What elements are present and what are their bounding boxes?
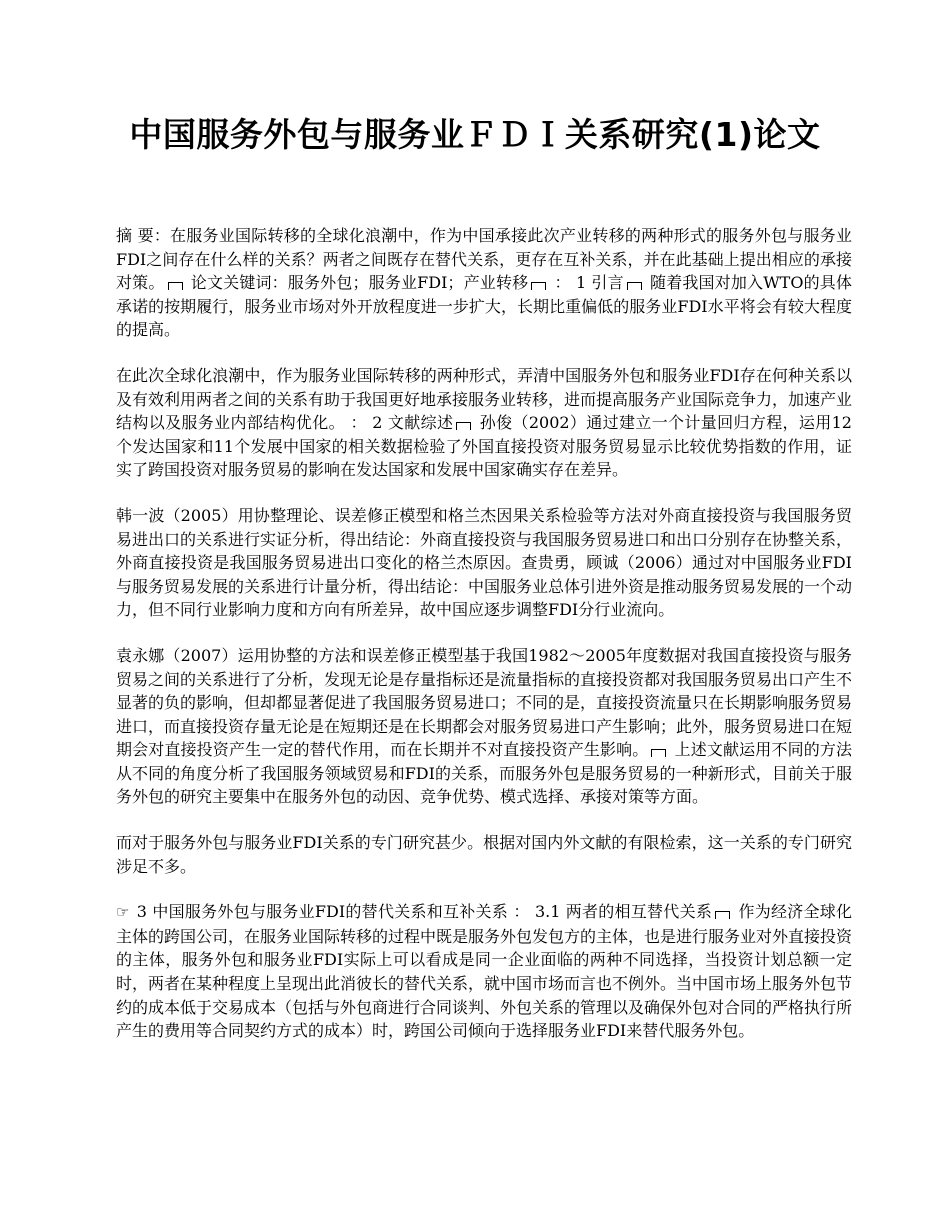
pointing-hand-icon: ☞ <box>116 903 130 922</box>
body-paragraph <box>116 364 852 482</box>
paragraph-text: 作为经济全球化主体的跨国公司，在服务业国际转移的过程中既是服务外包发包方的主体，也是进行服务业对外直接投资的主体，服务外包和服务业FDI实际上可以看成是同一企业面临的两种不同选择，当投资计划总额一定时，两者在某种程度上呈现出此消彼长的替代关系，就中国市场而言也不例外。当中国市场上服务外包节约的成本低于交易成本（包括与外包商进行合同谈判、外包关系的管理以及确保外包对合同的严格执行所产生的费用等合同契约方式的成本）时，跨国公司倾向于选择服务业FDI来替代服务外包。 <box>116 902 853 1041</box>
paragraph-text: 随着我国对加入WTO的具体承诺的按期履行，服务业市场对外开放程度进一步扩大，长期比重偏低的服务业FDI水平将会有较大程度的提高。 <box>116 273 852 340</box>
body-paragraph <box>116 831 852 878</box>
paragraph-text: 上述文献运用不同的方法从不同的角度分析了我国服务领域贸易和FDI的关系，而服务外包是服务贸易的一种新形式，目前关于服务外包的研究主要集中在服务外包的动因、竞争优势、模式选择、承接对策等方面。 <box>116 740 852 807</box>
paragraph-text: 孙俊（2002）通过建立一个计量回归方程，运用12个发达国家和11个发展中国家的相关数据检验了外国直接投资对服务贸易显示比较优势指数的作用，证实了跨国投资对服务贸易的影响在发达国家和发展中国家确实存在差异。 <box>116 413 852 480</box>
paragraph-text: 3 中国服务外包与服务业FDI的替代关系和互补关系 ： 3.1 两者的相互替代关系 <box>131 902 713 922</box>
paragraph-text: 袁永娜（2007）运用协整的方法和误差修正模型基于我国1982～2005年度数据对我国直接投资与服务贸易之间的关系进行了分析，发现无论是存量指标还是流量指标的直接投资都对我国服务贸易出口产生不显著的负的影响，但却都显著促进了我国服务贸易进口；不同的是，直接投资流量只在长期影响服务贸易进口，而直接投资存量无论是在短期还是在长期都会对服务贸易进口产生影响；此外，服务贸易进口在短期会对直接投资产生一定的替代作用，而在长期并不对直接投资产生影响。 <box>116 645 853 760</box>
paragraph-text: ： 1 引言 <box>549 273 624 293</box>
section-marker-icon <box>168 282 183 290</box>
abstract-paragraph <box>116 224 852 342</box>
paragraph-text: 在此次全球化浪潮中，作为服务业国际转移的两种形式，弄清中国服务外包和服务业FDI存在何种关系以及有效利用两者之间的关系有助于我国更好地承接服务业转移，进而提高服务产业国际竞争力，加速产业结构以及服务业内部结构优化。 ： 2 文献综述 <box>116 365 853 433</box>
paragraph-text: 韩一波（2005）用协整理论、误差修正模型和格兰杰因果关系检验等方法对外商直接投资与我国服务贸易进出口的关系进行实证分析，得出结论：外商直接投资与我国服务贸易进口和出口分别存在协整关系，外商直接投资是我国服务贸易进出口变化的格兰杰原因。查贵勇，顾诚（2006）通过对中国服务业FDI与服务贸易发展的关系进行计量分析，得出结论：中国服务业总体引进外资是推动服务贸易发展的一个动力，但不同行业影响力度和方向有所差异，故中国应逐步调整FDI分行业流向。 <box>116 505 853 620</box>
body-paragraph <box>116 504 852 622</box>
paragraph-text: 摘 要：在服务业国际转移的全球化浪潮中，作为中国承接此次产业转移的两种形式的服务外包与服务业FDI之间存在什么样的关系？两者之间既存在替代关系，更存在互补关系，并在此基础上提出相应的承接对策。 <box>116 226 852 293</box>
page-title: 中国服务外包与服务业ＦＤＩ关系研究(1)论文 <box>129 115 821 154</box>
section-marker-icon <box>715 911 730 919</box>
paragraph-text: 而对于服务外包与服务业FDI关系的专门研究甚少。根据对国内外文献的有限检索，这一关系的专门研究涉足不多。 <box>116 833 852 876</box>
paragraph-text: 论文关键词：服务外包；服务业FDI；产业转移 <box>185 273 529 293</box>
section-marker-icon <box>651 749 666 757</box>
section-marker-icon <box>627 282 642 290</box>
section-marker-icon <box>531 282 546 290</box>
body-paragraph <box>116 644 852 809</box>
section-marker-icon <box>456 422 471 430</box>
document-body <box>116 224 852 1065</box>
body-paragraph <box>116 900 852 1043</box>
